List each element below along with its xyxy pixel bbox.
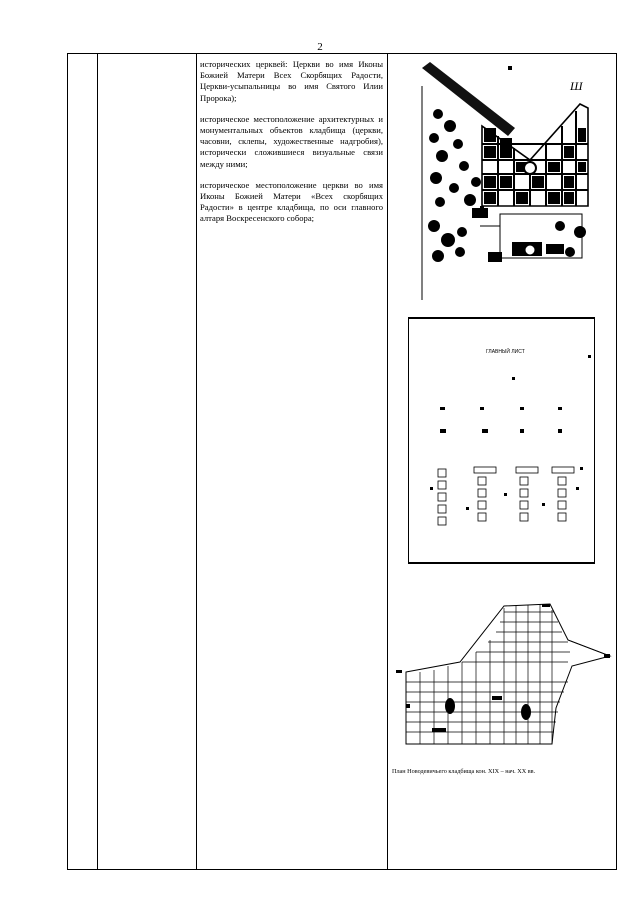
protection-item-2: историческое местоположение архитектурных и монументальных объектов кладбища (церкви, часовни, склепы, художественные надгробия), исторически сложившиеся визуальные связи между ними; [200,113,383,169]
table-border-left [67,54,68,869]
column-divider-1 [97,54,98,869]
column-divider-3 [387,54,388,869]
protection-item-1: исторических церквей: Церкви во имя Иконы Божией Матери Всех Скорбящих Радости, Церкви-усыпальницы во имя Святого Илии Пророка); [200,59,383,103]
svg-text:Ш: Ш [570,79,583,93]
protection-item-3: историческое местоположение церкви во имя Иконы Божией Матери «Всех скорбящих Радости» в центре кладбища, по оси главного алтаря Воскресенского собора; [200,179,383,224]
protection-subject-cell [200,59,383,235]
aerial-site-plan-figure [420,56,592,300]
column-divider-2 [196,54,197,869]
page-number: 2 [317,41,323,53]
sheet-title: ГЛАВНЫЙ ЛИСТ [486,349,525,355]
table-border-right [616,54,617,869]
figure-caption: План Новодевичьего кладбища кон. XIX – нач. XX вв. [392,768,536,775]
scanned-sheet-figure [408,317,595,564]
cemetery-plan-figure [392,600,615,750]
document-table [67,53,617,870]
